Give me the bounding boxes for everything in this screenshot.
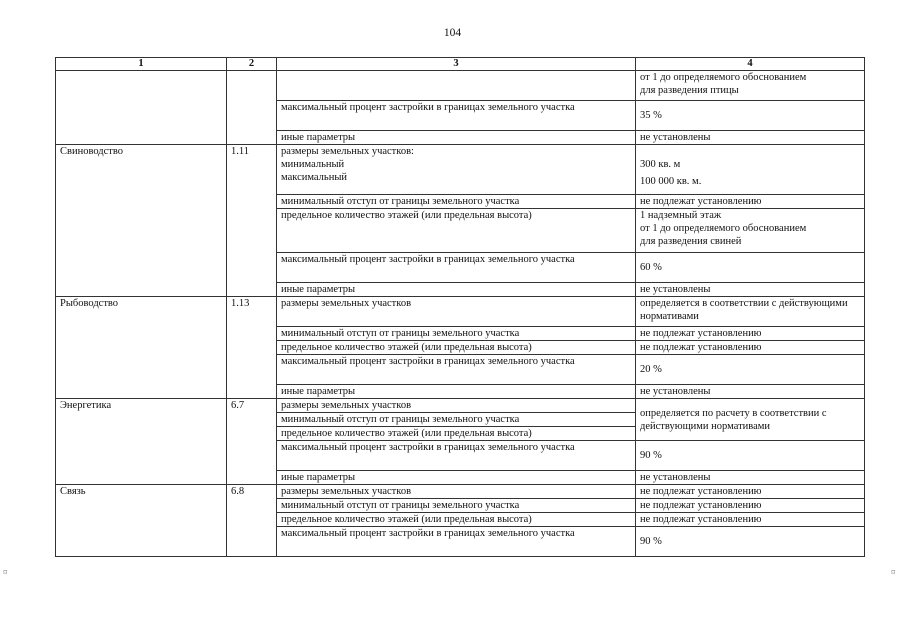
activity-code-cell: 1.13: [227, 297, 277, 399]
value-cell: [636, 71, 865, 101]
parameter-cell: размеры земельных участков: [277, 399, 636, 413]
activity-code-cell: 1.11: [227, 145, 277, 297]
value-cell: не установлены: [636, 471, 865, 485]
value-line: 1 надземный этаж: [640, 210, 722, 221]
value-cell: не подлежат установлению: [636, 327, 865, 341]
value-line: 300 кв. м: [640, 159, 681, 170]
parameter-cell: предельное количество этажей (или предельная высота): [277, 341, 636, 355]
parameter-cell: максимальный процент застройки в границах земельного участка: [277, 441, 636, 471]
value-cell: не установлены: [636, 385, 865, 399]
activity-code-cell: 6.7: [227, 399, 277, 485]
value-cell: 20 %: [636, 355, 865, 385]
table-row: [56, 71, 865, 101]
activity-name-cell: Рыбоводство: [56, 297, 227, 399]
parameter-cell: минимальный отступ от границы земельного участка: [277, 327, 636, 341]
left-margin-mark: ¤: [3, 567, 8, 577]
activity-name-cell: [56, 71, 227, 145]
activity-name-cell: Свиноводство: [56, 145, 227, 297]
table-header-row: [56, 58, 865, 71]
parameter-cell: размеры земельных участков: [277, 485, 636, 499]
table-row: [56, 297, 865, 327]
merged-value-cell: определяется по расчету в соответствии с действующими нормативами: [636, 399, 865, 441]
header-col-3: 3: [277, 58, 636, 71]
parameter-cell: минимальный отступ от границы земельного участка: [277, 195, 636, 209]
parameter-cell: [277, 145, 636, 195]
activity-name-cell: Энергетика: [56, 399, 227, 485]
land-use-parameters-table: [55, 57, 865, 557]
parameter-cell: иные параметры: [277, 283, 636, 297]
parameter-line: размеры земельных участков:: [281, 146, 414, 157]
parameter-cell: максимальный процент застройки в границах земельного участка: [277, 101, 636, 131]
activity-code-cell: 6.8: [227, 485, 277, 557]
header-col-4: 4: [636, 58, 865, 71]
parameter-cell: минимальный отступ от границы земельного участка: [277, 413, 636, 427]
value-cell: 90 %: [636, 527, 865, 557]
parameter-cell: иные параметры: [277, 385, 636, 399]
parameter-line: минимальный: [281, 159, 345, 170]
parameter-cell: максимальный процент застройки в границах земельного участка: [277, 527, 636, 557]
parameter-cell: предельное количество этажей (или предельная высота): [277, 209, 636, 253]
value-cell: 35 %: [636, 101, 865, 131]
value-cell: определяется в соответствии с действующими нормативами: [636, 297, 865, 327]
value-line: от 1 до определяемого обоснованием: [640, 223, 807, 234]
table-row: [56, 485, 865, 499]
parameter-cell: иные параметры: [277, 131, 636, 145]
header-col-2: 2: [227, 58, 277, 71]
value-cell: не установлены: [636, 131, 865, 145]
page-number: 104: [443, 27, 462, 39]
activity-name-cell: Связь: [56, 485, 227, 557]
table-row: [56, 145, 865, 195]
value-cell: не подлежат установлению: [636, 513, 865, 527]
value-cell: не подлежат установлению: [636, 499, 865, 513]
parameter-cell: предельное количество этажей (или предельная высота): [277, 427, 636, 441]
parameter-cell: максимальный процент застройки в границах земельного участка: [277, 253, 636, 283]
value-line: для разведения свиней: [640, 236, 742, 247]
parameter-cell: максимальный процент застройки в границах земельного участка: [277, 355, 636, 385]
parameter-line: максимальный: [281, 172, 347, 183]
value-cell: не подлежат установлению: [636, 195, 865, 209]
value-line: 100 000 кв. м.: [640, 176, 702, 187]
value-cell: не установлены: [636, 283, 865, 297]
right-margin-mark: ¤: [891, 567, 896, 577]
value-cell: 90 %: [636, 441, 865, 471]
value-cell: не подлежат установлению: [636, 341, 865, 355]
header-col-1: 1: [56, 58, 227, 71]
value-cell: [636, 209, 865, 253]
parameter-cell: иные параметры: [277, 471, 636, 485]
activity-code-cell: [227, 71, 277, 145]
value-line: для разведения птицы: [640, 85, 739, 96]
value-cell: не подлежат установлению: [636, 485, 865, 499]
value-cell: 60 %: [636, 253, 865, 283]
parameter-cell: размеры земельных участков: [277, 297, 636, 327]
value-cell: [636, 145, 865, 195]
value-line: от 1 до определяемого обоснованием: [640, 72, 807, 83]
parameter-cell: минимальный отступ от границы земельного участка: [277, 499, 636, 513]
parameter-cell: [277, 71, 636, 101]
parameter-cell: предельное количество этажей (или предельная высота): [277, 513, 636, 527]
table-row: [56, 399, 865, 413]
